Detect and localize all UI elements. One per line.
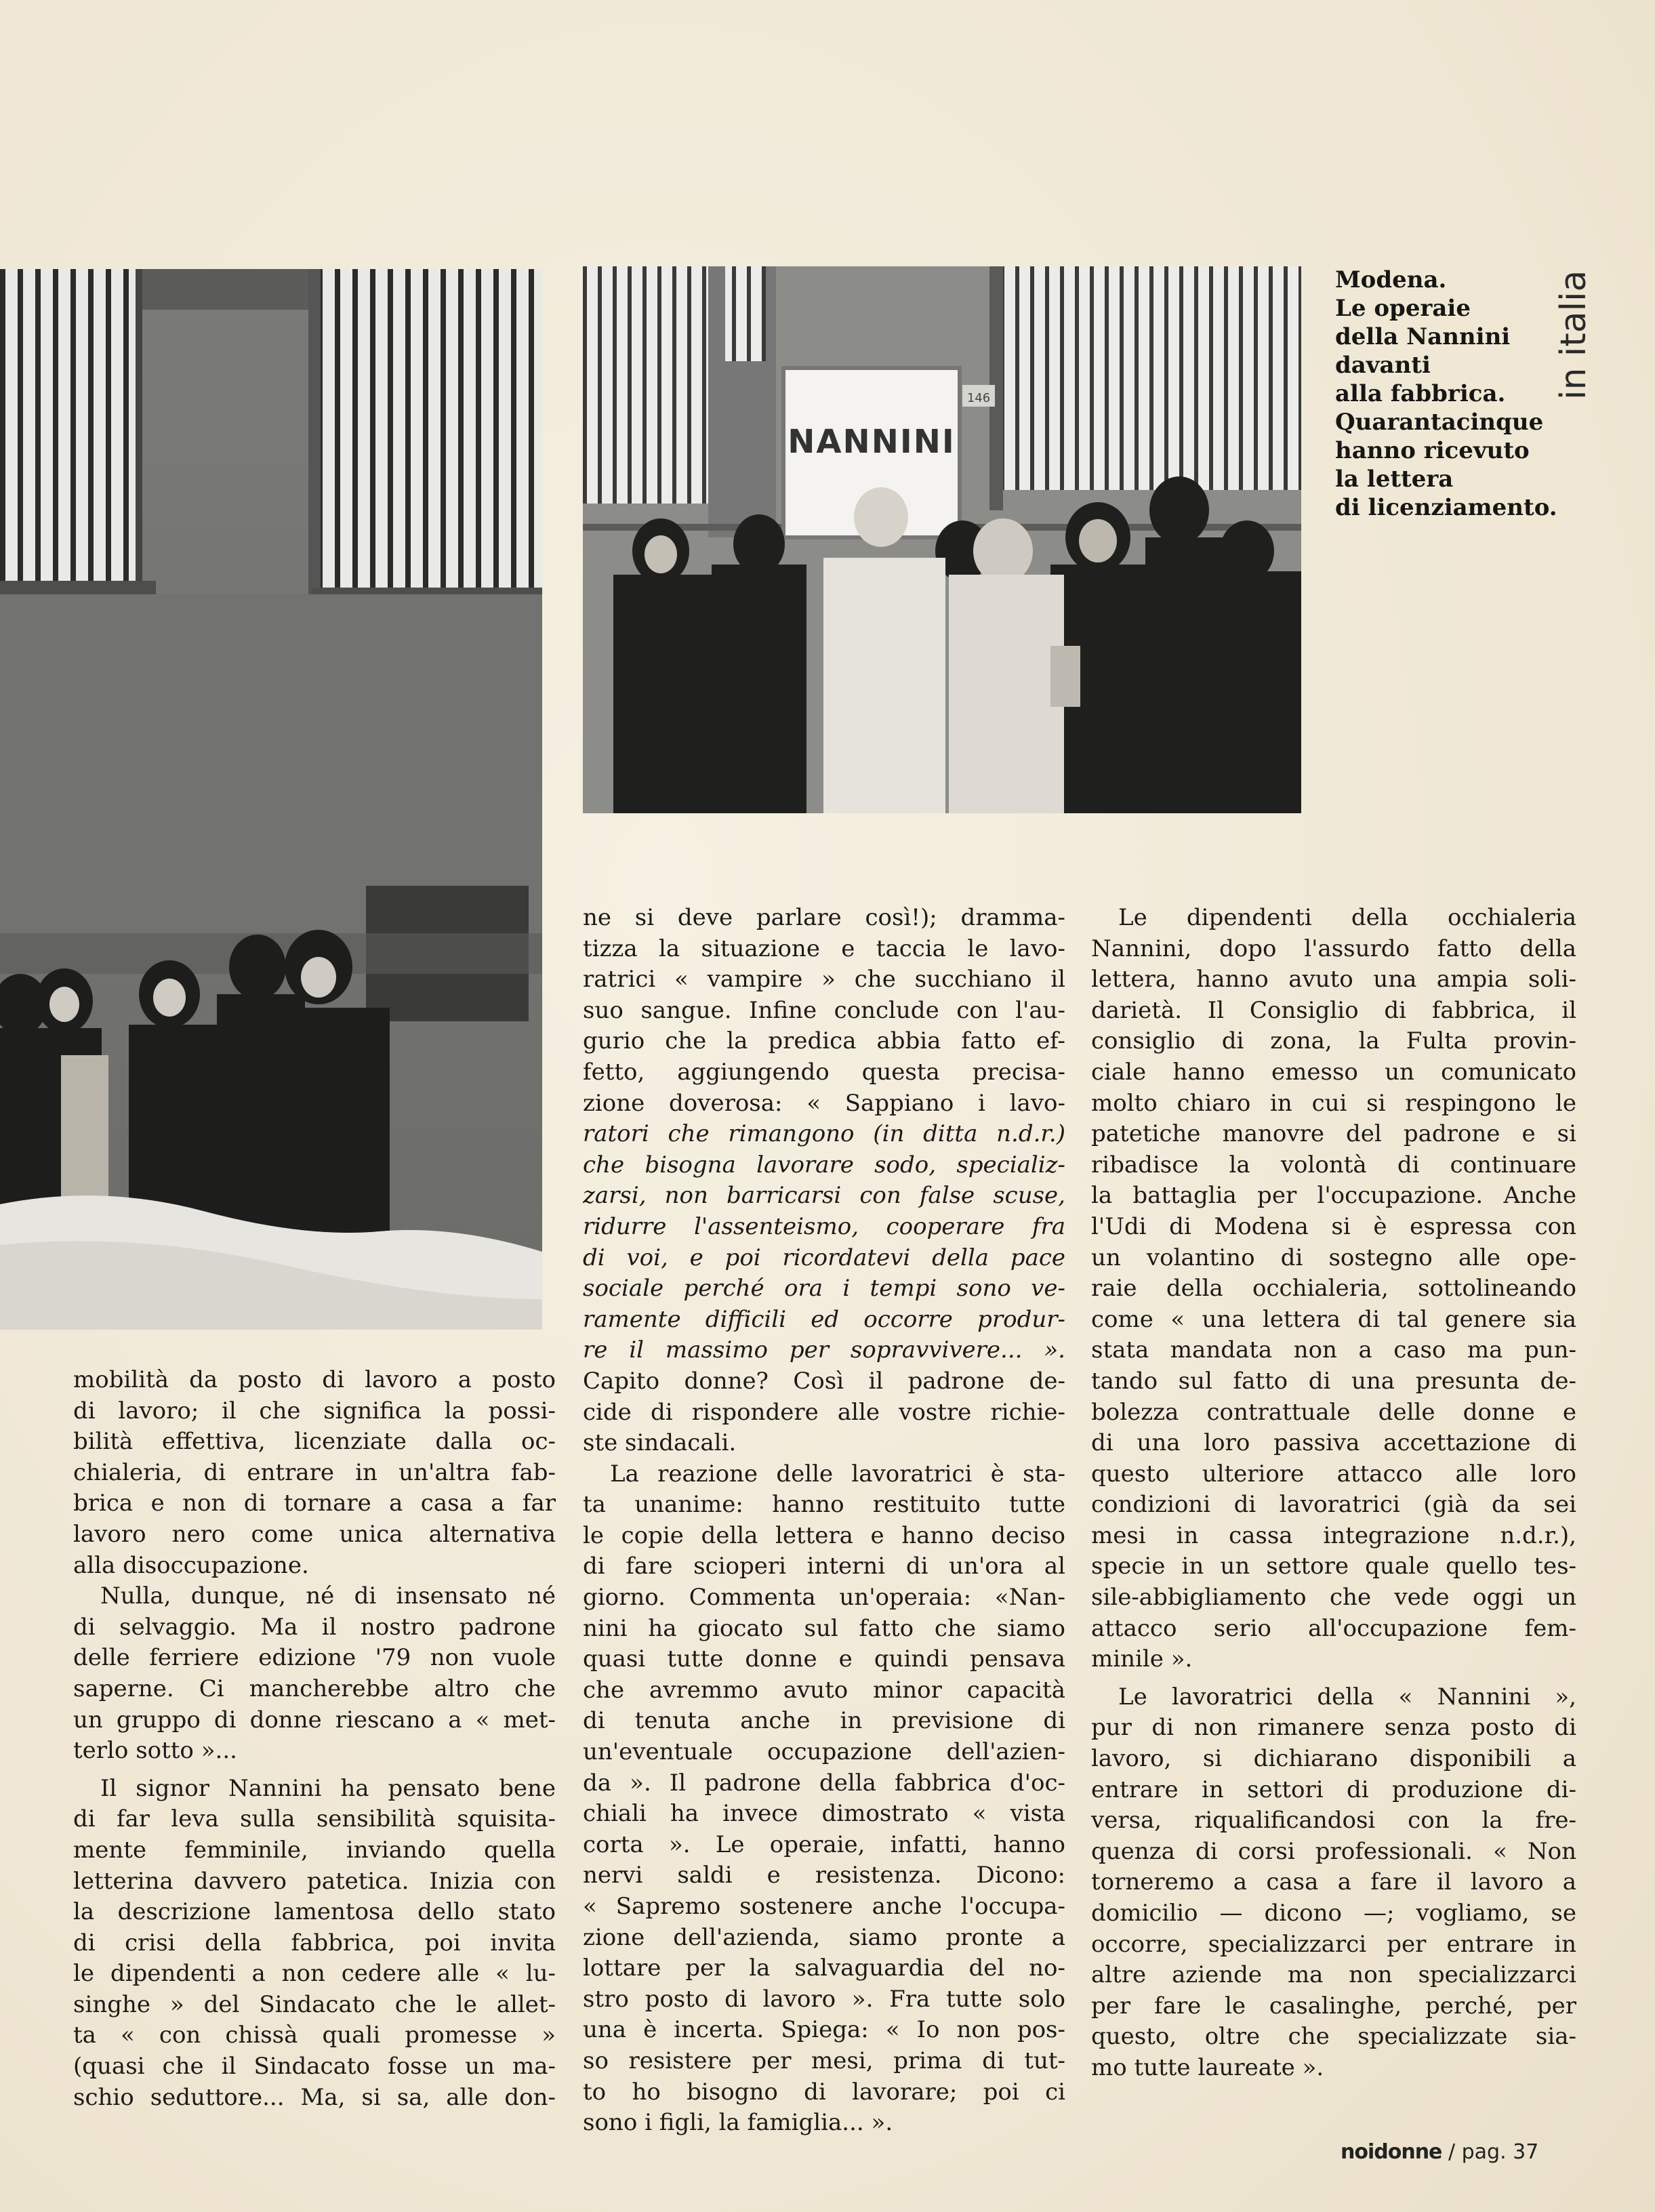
caption-line: Modena. xyxy=(1335,266,1447,293)
text-line: so resistere per mesi, prima di tut- xyxy=(583,2047,1065,2074)
text-line: torneremo a casa a fare il lavoro a xyxy=(1091,1868,1576,1896)
text-line: attacco serio all'occupazione fem- xyxy=(1091,1614,1576,1642)
article-column-1 xyxy=(73,1365,556,2113)
nannini-sign-text: NANNINI xyxy=(788,423,956,461)
text-line: to ho bisogno di lavorare; poi ci xyxy=(583,2078,1065,2106)
text-line: patetiche manovre del padrone e si xyxy=(1091,1120,1576,1148)
text-line: brica e non di tornare a casa a far xyxy=(73,1490,556,1517)
text-line: ste sindacali. xyxy=(583,1429,737,1457)
text-line: di una loro passiva accettazione di xyxy=(1091,1429,1576,1457)
caption-line: Le operaie xyxy=(1335,295,1471,322)
caption-line: Quarantacinque xyxy=(1335,409,1544,436)
text-line: di fare scioperi interni di un'ora al xyxy=(583,1553,1065,1580)
text-line: da ». Il padrone della fabbrica d'oc- xyxy=(583,1769,1065,1797)
photo-workers-in-snow-image xyxy=(0,269,542,1330)
page-number: pag. 37 xyxy=(1461,2140,1539,2164)
text-line: zione doverosa: « Sappiano i lavo- xyxy=(583,1089,1065,1117)
text-line: saperne. Ci mancherebbe altro che xyxy=(73,1675,556,1702)
text-line: un gruppo di donne riescano a « met- xyxy=(73,1706,556,1734)
magazine-name: noidonne xyxy=(1341,2140,1442,2164)
text-line: che bisogna lavorare sodo, specializ- xyxy=(583,1151,1065,1179)
text-line: per fare le casalinghe, perché, per xyxy=(1091,1992,1576,2020)
text-line: ne si deve parlare così!); dramma- xyxy=(583,904,1065,931)
text-line: mobilità da posto di lavoro a posto xyxy=(73,1366,556,1393)
text-line: ratori che rimangono (in ditta n.d.r.) xyxy=(583,1120,1065,1148)
text-line: gurio che la predica abbia fatto ef- xyxy=(583,1027,1065,1055)
text-line: quenza di corsi professionali. « Non xyxy=(1091,1837,1576,1865)
text-line: chialeria, di entrare in un'altra fab- xyxy=(73,1458,556,1486)
photo-caption xyxy=(1335,266,1566,522)
text-line: di voi, e poi ricordatevi della pace xyxy=(583,1244,1065,1271)
caption-line: la lettera xyxy=(1335,466,1454,493)
text-line: questo ulteriore attacco alle loro xyxy=(1091,1460,1576,1488)
text-line: alla disoccupazione. xyxy=(73,1551,309,1579)
text-line: mesi in cassa integrazione n.d.r.), xyxy=(1091,1521,1576,1549)
text-line: ciale hanno emesso un comunicato xyxy=(1091,1058,1576,1086)
text-line: una è incerta. Spiega: « Io non pos- xyxy=(583,2016,1065,2044)
text-line: ratrici « vampire » che succhiano il xyxy=(583,966,1065,994)
text-line: sono i figli, la famiglia... ». xyxy=(583,2109,893,2137)
text-line: molto chiaro in cui si respingono le xyxy=(1091,1089,1576,1117)
text-line: stata mandata non a caso ma pun- xyxy=(1091,1336,1576,1364)
text-line: di selvaggio. Ma il nostro padrone xyxy=(73,1613,556,1641)
text-line: mente femminile, inviando quella xyxy=(73,1836,556,1864)
text-line: lavoro, si dichiarano disponibili a xyxy=(1091,1745,1576,1773)
caption-line: alla fabbrica. xyxy=(1335,380,1506,407)
text-line: delle ferriere edizione '79 non vuole xyxy=(73,1644,556,1672)
text-line: Nulla, dunque, né di insensato né xyxy=(100,1582,556,1610)
text-line: ridurre l'assenteismo, cooperare fra xyxy=(583,1212,1065,1240)
text-line: pur di non rimanere senza posto di xyxy=(1091,1714,1576,1742)
photo-workers-in-snow xyxy=(0,269,542,1330)
text-line: ribadisce la volontà di continuare xyxy=(1091,1151,1576,1179)
text-line: nini ha giocato sul fatto che siamo xyxy=(583,1614,1065,1642)
text-line: schio seduttore... Ma, si sa, alle don- xyxy=(73,2083,556,2111)
text-line: ta « con chissà quali promesse » xyxy=(73,2022,556,2049)
text-line: questo, oltre che specializzate sia- xyxy=(1091,2023,1576,2051)
text-line: di lavoro; il che significa la possi- xyxy=(73,1397,556,1425)
text-line: raie della occhialeria, sottolineando xyxy=(1091,1275,1576,1303)
text-line: tizza la situazione e taccia le lavo- xyxy=(583,935,1065,962)
text-line: zione dell'azienda, siamo pronte a xyxy=(583,1923,1065,1951)
text-line: re il massimo per sopravvivere... ». xyxy=(583,1336,1065,1364)
text-line: la descrizione lamentosa dello stato xyxy=(73,1898,556,1926)
caption-line: hanno ricevuto xyxy=(1335,437,1530,464)
text-line: nervi saldi e resistenza. Dicono: xyxy=(583,1862,1065,1889)
text-line: chiali ha invece dimostrato « vista xyxy=(583,1800,1065,1828)
text-line: condizioni di lavoratrici (già da sei xyxy=(1091,1491,1576,1519)
photo-workers-at-factory-image xyxy=(583,266,1301,813)
text-line: corta ». Le operaie, infatti, hanno xyxy=(583,1830,1065,1858)
text-line: di far leva sulla sensibilità squisita- xyxy=(73,1805,556,1833)
text-line: minile ». xyxy=(1091,1645,1193,1673)
text-line: le dipendenti a non cedere alle « lu- xyxy=(73,1960,556,1988)
text-line: stro posto di lavoro ». Fra tutte solo xyxy=(583,1985,1065,2013)
section-label: in italia xyxy=(1553,270,1594,400)
text-line: lottare per la salvaguardia del no- xyxy=(583,1954,1065,1982)
caption-line: davanti xyxy=(1335,352,1431,379)
text-line: entrare in settori di produzione di- xyxy=(1091,1776,1576,1803)
text-line: sociale perché ora i tempi sono ve- xyxy=(583,1275,1065,1303)
text-line: un'eventuale occupazione dell'azien- xyxy=(583,1738,1065,1766)
text-line: (quasi che il Sindacato fosse un ma- xyxy=(73,2053,556,2081)
text-line: sile-abbigliamento che vede oggi un xyxy=(1091,1584,1576,1612)
text-line: Le lavoratrici della « Nannini », xyxy=(1118,1683,1576,1711)
text-line: fetto, aggiungendo questa precisa- xyxy=(583,1058,1065,1086)
text-line: un volantino di sostegno alle ope- xyxy=(1091,1244,1576,1271)
text-line: ramente difficili ed occorre produr- xyxy=(583,1305,1065,1333)
article-column-3 xyxy=(1091,903,1576,2084)
text-line: bilità effettiva, licenziate dalla oc- xyxy=(73,1428,556,1456)
text-line: Capito donne? Così il padrone de- xyxy=(583,1367,1065,1395)
text-line: le copie della lettera e hanno deciso xyxy=(583,1521,1065,1549)
page-footer xyxy=(1341,2139,1571,2166)
text-line: consiglio di zona, la Fulta provin- xyxy=(1091,1027,1576,1055)
text-line: di crisi della fabbrica, poi invita xyxy=(73,1929,556,1957)
text-line: Nannini, dopo l'assurdo fatto della xyxy=(1091,935,1576,962)
text-line: bolezza contrattuale delle donne e xyxy=(1091,1398,1576,1426)
text-line: versa, riqualificandosi con la fre- xyxy=(1091,1807,1576,1835)
text-line: giorno. Commenta un'operaia: «Nan- xyxy=(583,1584,1065,1612)
text-line: « Sapremo sostenere anche l'occupa- xyxy=(583,1893,1065,1920)
text-line: letterina davvero patetica. Inizia con xyxy=(73,1867,556,1895)
text-line: come « una lettera di tal genere sia xyxy=(1091,1305,1576,1333)
text-line: altre aziende ma non specializzarci xyxy=(1091,1961,1576,1989)
text-line: La reazione delle lavoratrici è sta- xyxy=(610,1460,1065,1488)
text-line: l'Udi di Modena si è espressa con xyxy=(1091,1212,1576,1240)
text-line: occorre, specializzarci per entrare in xyxy=(1091,1930,1576,1958)
text-line: quasi tutte donne e quindi pensava xyxy=(583,1645,1065,1673)
text-line: ta unanime: hanno restituito tutte xyxy=(583,1491,1065,1519)
text-line: la battaglia per l'occupazione. Anche xyxy=(1091,1182,1576,1210)
text-line: darietà. Il Consiglio di fabbrica, il xyxy=(1091,996,1576,1024)
text-line: di tenuta anche in previsione di xyxy=(583,1707,1065,1735)
text-line: Le dipendenti della occhialeria xyxy=(1118,904,1576,931)
text-line: lettera, hanno avuto una ampia soli- xyxy=(1091,966,1576,994)
text-line: mo tutte laureate ». xyxy=(1091,2053,1324,2081)
text-line: singhe » del Sindacato che le allet- xyxy=(73,1990,556,2018)
article-column-2 xyxy=(583,903,1065,2139)
text-line: lavoro nero come unica alternativa xyxy=(73,1520,556,1548)
text-line: specie in un settore quale quello tes- xyxy=(1091,1553,1576,1580)
text-line: che avremmo avuto minor capacità xyxy=(583,1676,1065,1704)
text-line: Il signor Nannini ha pensato bene xyxy=(100,1774,556,1802)
photo-workers-at-factory xyxy=(583,266,1301,813)
footer-separator: / xyxy=(1448,2140,1456,2164)
text-line: terlo sotto »... xyxy=(73,1737,237,1765)
caption-line: della Nannini xyxy=(1335,323,1511,350)
text-line: cide di rispondere alle vostre richie- xyxy=(583,1398,1065,1426)
caption-line: di licenziamento. xyxy=(1335,494,1557,521)
house-number-text: 146 xyxy=(966,391,991,405)
text-line: domicilio — dicono —; vogliamo, se xyxy=(1091,1900,1576,1927)
text-line: zarsi, non barricarsi con false scuse, xyxy=(583,1182,1065,1210)
text-line: suo sangue. Infine conclude con l'au- xyxy=(583,996,1065,1024)
text-line: tando sul fatto di una presunta de- xyxy=(1091,1367,1576,1395)
